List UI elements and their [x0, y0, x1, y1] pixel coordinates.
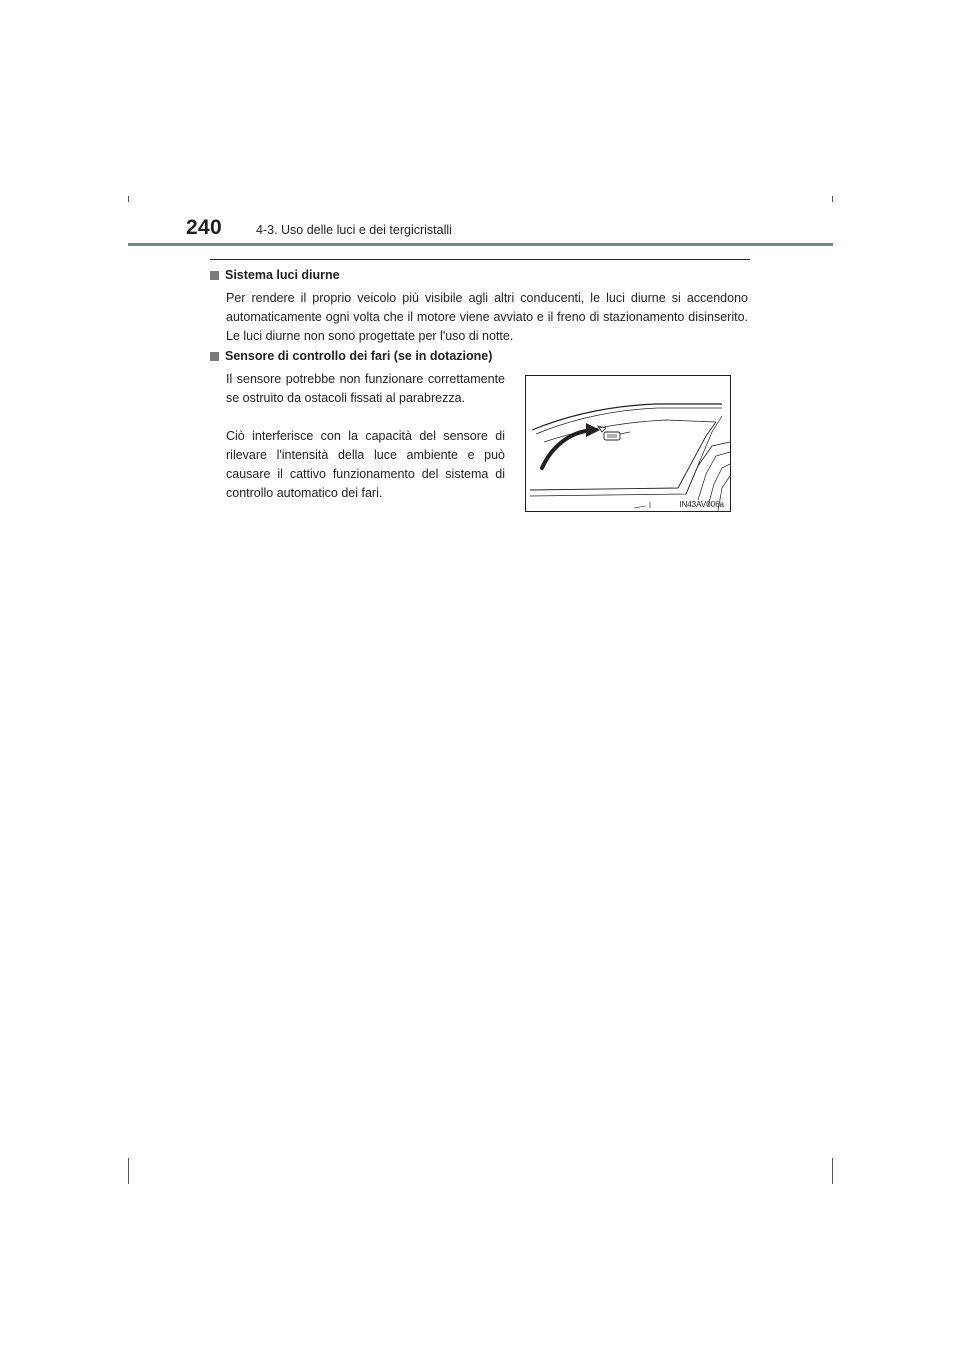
heading-text: Sistema luci diurne — [225, 268, 340, 282]
paragraph-sensor-obstruction: Il sensore potrebbe non funzionare correttamente se ostruito da ostacoli fissati al parabrezza. — [226, 372, 505, 405]
section-divider — [210, 259, 750, 260]
crop-mark-top-right — [832, 196, 833, 202]
crop-mark-bottom-left — [128, 1158, 129, 1184]
square-bullet-icon — [210, 271, 219, 280]
heading-daytime-running-lights — [210, 268, 340, 282]
section-title: 4-3. Uso delle luci e dei tergicristalli — [256, 223, 452, 237]
page-number: 240 — [186, 216, 222, 239]
heading-headlight-sensor — [210, 349, 492, 363]
square-bullet-icon — [210, 352, 219, 361]
windshield-sensor-figure — [525, 375, 731, 512]
figure-code: IN43AV006a — [679, 500, 724, 509]
crop-mark-bottom-right — [832, 1158, 833, 1184]
heading-text: Sensore di controllo dei fari (se in dotazione) — [225, 349, 493, 363]
paragraph-sensor-interference: Ciò interferisce con la capacità del sensore di rilevare l'intensità della luce ambiente e può causare il cattivo funzionamento del sistema di controllo automatico dei fari. — [226, 429, 505, 500]
crop-mark-top-left — [128, 196, 129, 202]
windshield-light-sensor-illustration — [526, 376, 730, 511]
paragraph-daytime-running-lights: Per rendere il proprio veicolo più visibile agli altri conducenti, le luci diurne si accendono automaticamente ogni volta che il motore viene avviato e il freno di stazionamento disinserito. Le luci diurne non sono progettate per l'uso di notte. — [226, 291, 748, 343]
header-rule — [128, 243, 833, 246]
